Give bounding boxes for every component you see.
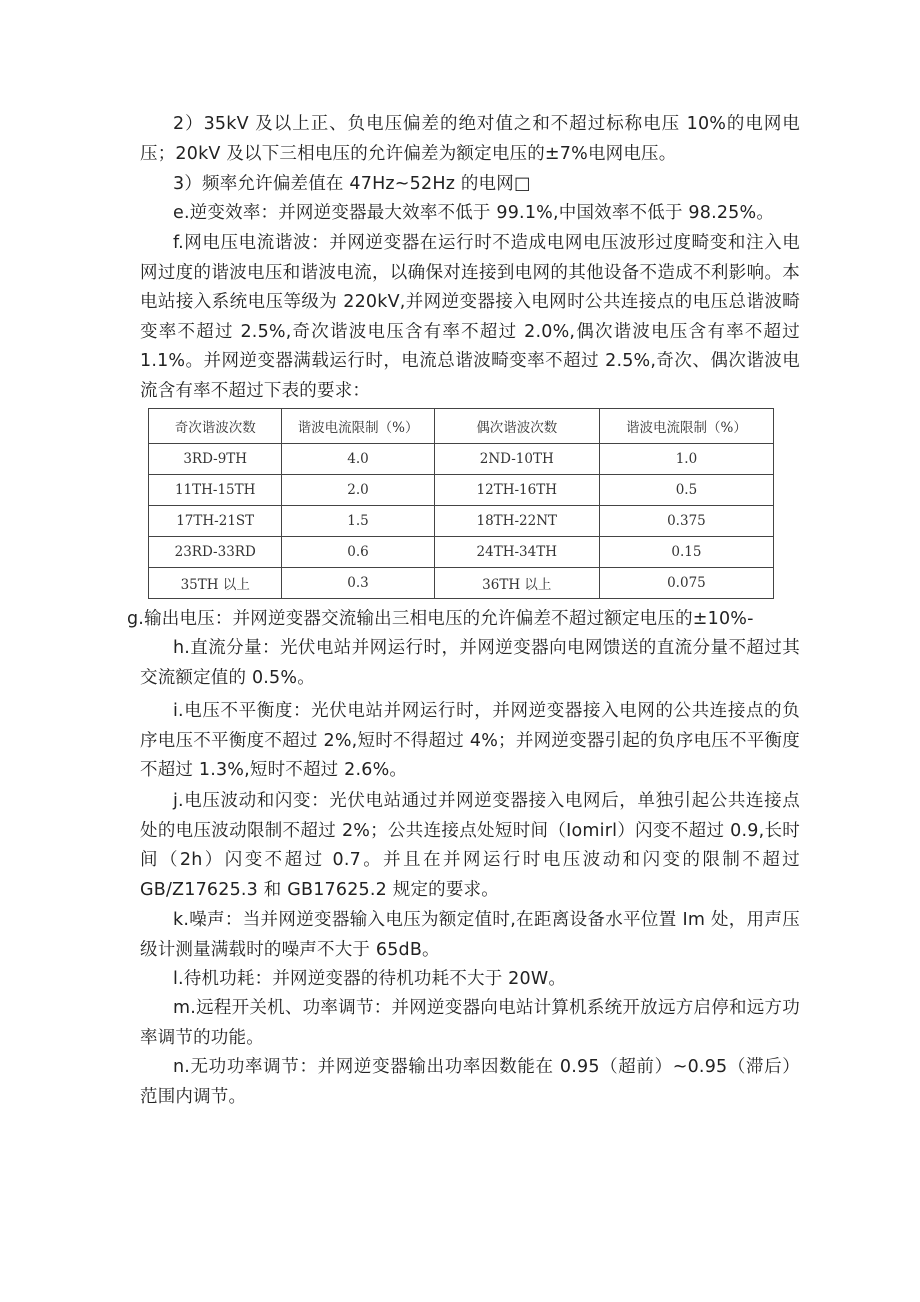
table-row: [149, 444, 774, 475]
table-cell: 1.5: [282, 506, 434, 537]
table-cell: 24TH-34TH: [434, 537, 599, 568]
table-cell: 35TH 以上: [149, 568, 282, 599]
table-header-row: [149, 409, 774, 444]
table-row: [149, 537, 774, 568]
table-header-cell: 偶次谐波次数: [434, 409, 599, 444]
paragraph-output-voltage: g.输出电压：并网逆变器交流输出三相电压的允许偏差不超过额定电压的±10%-: [127, 609, 754, 629]
paragraph-remote-control: m.远程开关机、功率调节：并网逆变器向电站计算机系统开放远方启停和远方功率调节的功能。: [140, 998, 800, 1048]
paragraph-harmonics: f.网电压电流谐波：并网逆变器在运行时不造成电网电压波形过度畸变和注入电网过度的谐波电压和谐波电流，以确保对连接到电网的其他设备不造成不利影响。本电站接入系统电压等级为 220kV,并网逆变器接入电网时公共连接点的电压总谐波畸变率不超过 2.5%,奇次谐波电压含有率不超过 2.0%,偶次谐波电压含有率不超过 1.1%。并网逆变器满载运行时，电流总谐波畸变率不超过 2.5%,奇次、偶次谐波电流含有率不超过下表的要求：: [140, 233, 800, 401]
table-cell: 12TH-16TH: [434, 475, 599, 506]
table-cell: 0.375: [599, 506, 773, 537]
table-header-cell: 奇次谐波次数: [149, 409, 282, 444]
paragraph-frequency-deviation: 3）频率允许偏差值在 47Hz~52Hz 的电网□: [173, 174, 531, 194]
paragraph-standby-power: l.待机功耗：并网逆变器的待机功耗不大于 20W。: [173, 969, 567, 989]
paragraph-voltage-unbalance: i.电压不平衡度：光伏电站并网运行时，并网逆变器接入电网的公共连接点的负序电压不平衡度不超过 2%,短时不得超过 4%；并网逆变器引起的负序电压不平衡度不超过 1.3%,短时不超过 2.6%。: [140, 701, 800, 780]
table-header-cell: 谐波电流限制（%）: [599, 409, 773, 444]
table-cell: 36TH 以上: [434, 568, 599, 599]
paragraph-dc-component: h.直流分量：光伏电站并网运行时，并网逆变器向电网馈送的直流分量不超过其交流额定值的 0.5%。: [140, 638, 800, 688]
table-cell: 1.0: [599, 444, 773, 475]
table-row: [149, 506, 774, 537]
table-row: [149, 475, 774, 506]
table-cell: 0.6: [282, 537, 434, 568]
table-row: [149, 568, 774, 599]
table-cell: 4.0: [282, 444, 434, 475]
table-cell: 0.15: [599, 537, 773, 568]
table-header-cell: 谐波电流限制（%）: [282, 409, 434, 444]
table-cell: 18TH-22NT: [434, 506, 599, 537]
paragraph-reactive-power: n.无功功率调节：并网逆变器输出功率因数能在 0.95（超前）~0.95（滞后）范围内调节。: [140, 1057, 800, 1107]
table-cell: 0.5: [599, 475, 773, 506]
paragraph-voltage-deviation: 2）35kV 及以上正、负电压偏差的绝对值之和不超过标称电压 10%的电网电压；20kV 及以下三相电压的允许偏差为额定电压的±7%电网电压。: [140, 114, 800, 164]
table-cell: 11TH-15TH: [149, 475, 282, 506]
paragraph-efficiency: e.逆变效率：并网逆变器最大效率不低于 99.1%,中国效率不低于 98.25%。: [173, 203, 775, 223]
paragraph-noise: k.噪声：当并网逆变器输入电压为额定值时,在距离设备水平位置 Im 处，用声压级计测量满载时的噪声不大于 65dB。: [140, 910, 800, 960]
table-cell: 2.0: [282, 475, 434, 506]
table-cell: 3RD-9TH: [149, 444, 282, 475]
harmonic-limit-table: [148, 408, 774, 599]
table-cell: 0.3: [282, 568, 434, 599]
table-cell: 23RD-33RD: [149, 537, 282, 568]
table-cell: 0.075: [599, 568, 773, 599]
table-cell: 17TH-21ST: [149, 506, 282, 537]
paragraph-voltage-flicker: j.电压波动和闪变：光伏电站通过并网逆变器接入电网后，单独引起公共连接点处的电压波动限制不超过 2%；公共连接点处短时间（Iomirl）闪变不超过 0.9,长时间（2h）闪变不超过 0.7。并且在并网运行时电压波动和闪变的限制不超过 GB/Z17625.3 和 GB17625.2 规定的要求。: [140, 791, 800, 900]
table-cell: 2ND-10TH: [434, 444, 599, 475]
